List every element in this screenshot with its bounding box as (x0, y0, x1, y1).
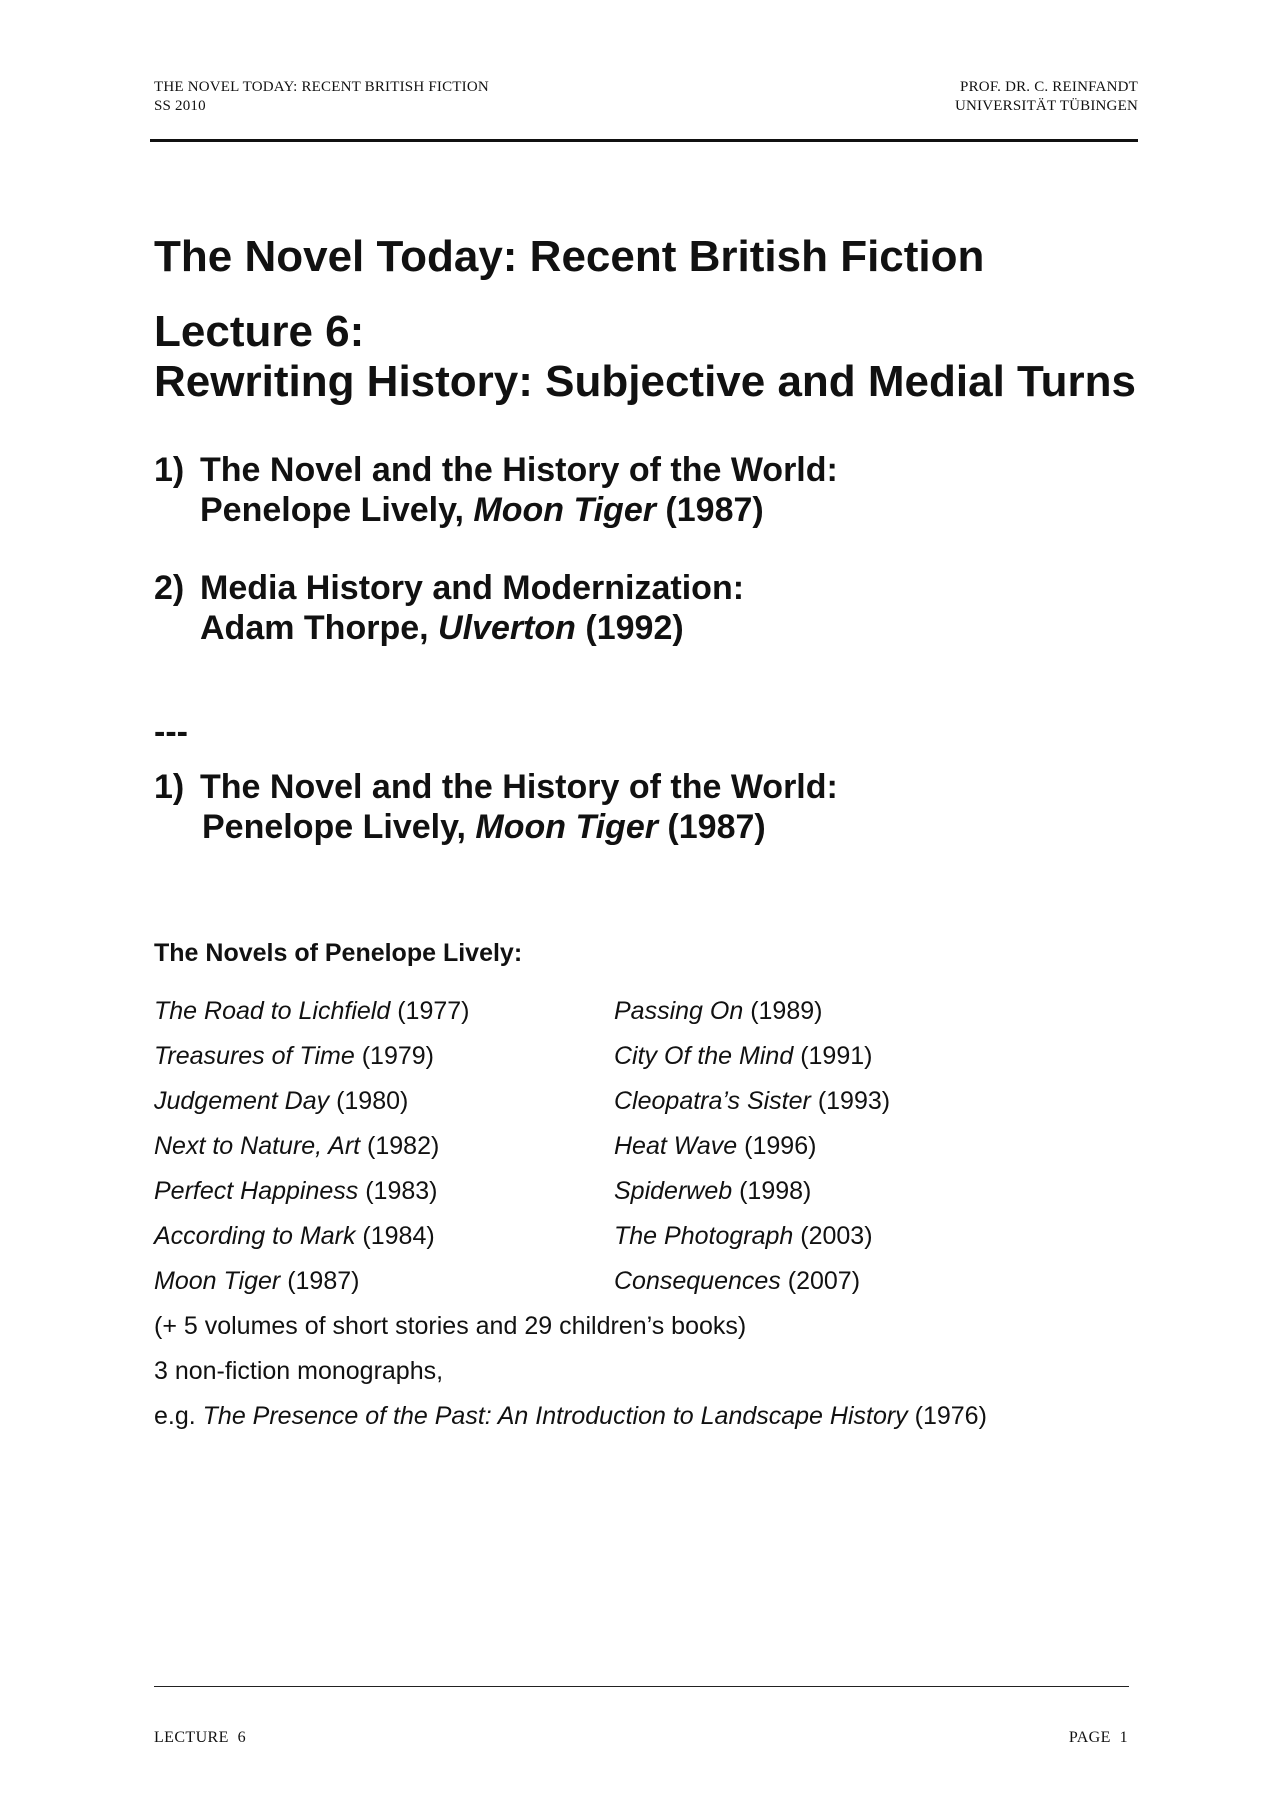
novel-title: Cleopatra’s Sister (614, 1087, 811, 1115)
novel-list-item (154, 1041, 434, 1071)
outline-number: 1) (154, 451, 185, 489)
novel-list-item (614, 1131, 816, 1161)
novel-title: Next to Nature, Art (154, 1132, 361, 1160)
outline-reference (154, 490, 838, 530)
outline-work: Ulverton (438, 609, 576, 647)
novel-list-item (154, 996, 469, 1026)
novel-year: (1991) (800, 1042, 873, 1070)
novel-year: (1979) (361, 1042, 434, 1070)
outline-number: 2) (154, 569, 185, 607)
novel-year: (1977) (397, 997, 470, 1025)
lecture-subtitle: Rewriting History: Subjective and Medial Turns (154, 357, 1137, 406)
outline-title: The Novel and the History of the World: (200, 451, 838, 489)
note-monographs: 3 non-fiction monographs, (154, 1357, 444, 1385)
outline-title: Media History and Modernization: (200, 569, 745, 607)
course-title: THE NOVEL TODAY: RECENT BRITISH FICTION (154, 79, 489, 95)
novel-year: (1989) (750, 997, 823, 1025)
novel-title: Heat Wave (614, 1132, 738, 1160)
novel-list-item (154, 1266, 359, 1296)
lecture-title (154, 307, 1136, 407)
university-name: UNIVERSITÄT TÜBINGEN (954, 98, 1138, 114)
novel-list-item (154, 1221, 435, 1251)
novel-title: Spiderweb (614, 1177, 733, 1205)
novel-year: (1998) (739, 1177, 812, 1205)
novel-title: The Photograph (614, 1222, 794, 1250)
novel-year: (1980) (336, 1087, 409, 1115)
section-author: Penelope Lively, (202, 808, 466, 846)
novel-list-item (614, 1266, 860, 1296)
footer-lecture: LECTURE 6 (154, 1729, 246, 1746)
novel-list-item (154, 1086, 408, 1116)
novel-list-item (614, 1041, 872, 1071)
section-year: (1987) (667, 808, 766, 846)
novel-title: Moon Tiger (154, 1267, 281, 1295)
novel-year: (1987) (287, 1267, 360, 1295)
semester: SS 2010 (154, 98, 206, 114)
running-header-left (154, 78, 489, 116)
note-short-stories: (+ 5 volumes of short stories and 29 children’s books) (154, 1312, 747, 1340)
novels-heading: The Novels of Penelope Lively: (154, 939, 523, 967)
outline-author: Penelope Lively, (200, 491, 464, 529)
outline-item-1 (154, 450, 838, 530)
novel-title: Perfect Happiness (154, 1177, 359, 1205)
footer-page-number: PAGE 1 (1068, 1729, 1128, 1746)
running-header-right (955, 78, 1138, 116)
section-title: The Novel and the History of the World: (200, 768, 838, 806)
outline-author: Adam Thorpe, (200, 609, 429, 647)
novel-title: City Of the Mind (614, 1042, 794, 1070)
novel-title: Consequences (614, 1267, 781, 1295)
novel-list-item (614, 1221, 873, 1251)
note-example (154, 1401, 987, 1431)
novel-list-item (614, 996, 822, 1026)
novel-year: (2003) (800, 1222, 873, 1250)
note-example-title: The Presence of the Past: An Introduction to Landscape History (202, 1402, 908, 1430)
section-number: 1) (154, 768, 185, 806)
outline-year: (1987) (665, 491, 764, 529)
novel-list-item (154, 1176, 438, 1206)
header-divider (150, 139, 1138, 142)
novel-year: (1996) (744, 1132, 817, 1160)
section-work: Moon Tiger (475, 808, 658, 846)
novel-list-item (154, 1131, 439, 1161)
novel-list-item (614, 1086, 890, 1116)
outline-work: Moon Tiger (473, 491, 656, 529)
novel-year: (1982) (367, 1132, 440, 1160)
novel-year: (1984) (362, 1222, 435, 1250)
section-heading-1 (154, 767, 838, 847)
novel-year: (2007) (787, 1267, 861, 1295)
novel-list-item (614, 1176, 811, 1206)
note-example-prefix: e.g. (154, 1402, 196, 1430)
lecturer-name: PROF. DR. C. REINFANDT (960, 79, 1138, 95)
outline-reference (154, 608, 744, 648)
novel-year: (1983) (365, 1177, 438, 1205)
novel-title: According to Mark (154, 1222, 356, 1250)
novel-title: Treasures of Time (154, 1042, 355, 1070)
note-example-year: (1976) (914, 1402, 987, 1430)
novel-title: The Road to Lichfield (154, 997, 391, 1025)
section-separator: --- (154, 713, 188, 751)
novel-title: Judgement Day (154, 1087, 330, 1115)
section-reference (154, 807, 838, 847)
novel-year: (1993) (817, 1087, 891, 1115)
novel-title: Passing On (614, 997, 744, 1025)
page-title: The Novel Today: Recent British Fiction (154, 232, 985, 281)
lecture-number: Lecture 6: (154, 307, 365, 356)
outline-year: (1992) (585, 609, 684, 647)
footer-divider (154, 1686, 1129, 1687)
outline-item-2 (154, 568, 744, 648)
